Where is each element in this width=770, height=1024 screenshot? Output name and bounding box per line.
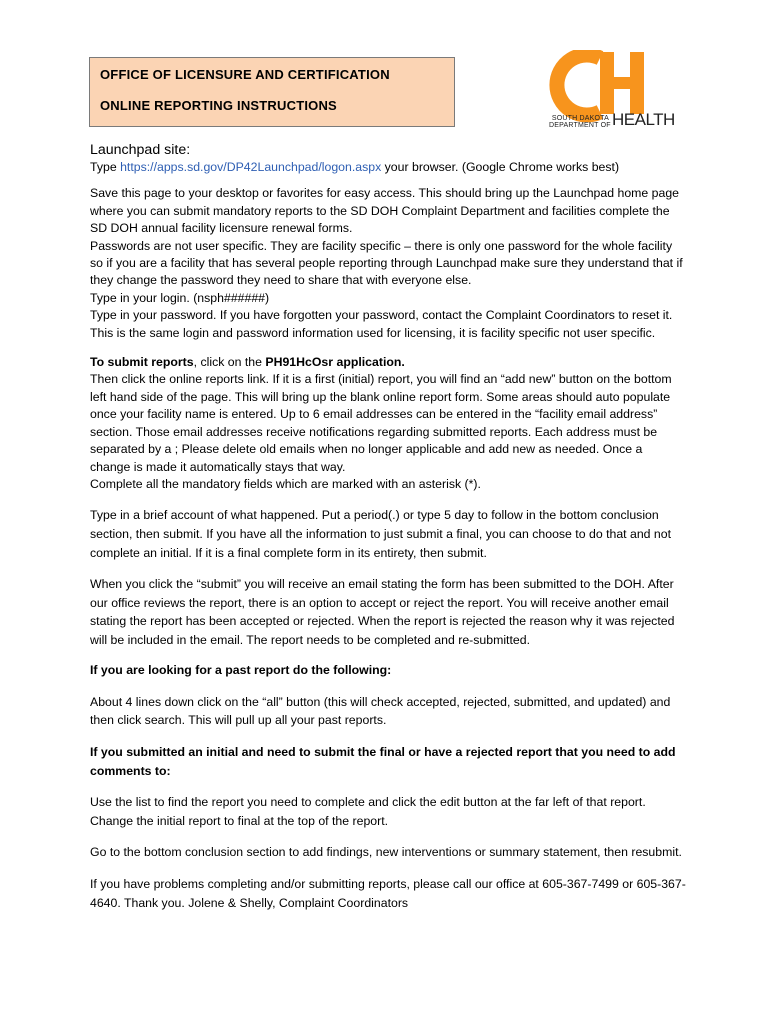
brief-account-paragraph: Type in a brief account of what happened. Put a period(.) or type 5 day to follow in the bottom conclusion section, then submit. If you have all the information to just submit a final, you can choose to do that and not complete an initial. If it is a final complete form in its entirety, then submit. (90, 508, 672, 560)
type-prefix: Type (90, 160, 121, 174)
login-paragraph: Type in your login. (nsph######) (90, 290, 270, 305)
launchpad-url-line (90, 159, 686, 176)
past-report-heading-text: If you are looking for a past report do the following: (90, 663, 392, 678)
password-paragraph: Passwords are not user specific. They are facility specific – there is only one password for the whole facility so if you are a facility that has several people reporting through Launchpad make sure they understand that if they change the password they need to share that with everyone else. (90, 238, 683, 288)
conclusion-paragraph: Go to the bottom conclusion section to add findings, new interventions or summary statement, then resubmit. (90, 845, 682, 860)
submit-email-paragraph: When you click the “submit” you will receive an email stating the form has been submitted to the DOH. After our office reviews the report, there is an option to accept or reject the report. You will receive another email stating the report has been accepted or rejected. When the report is rejected the reason why it was rejected will be included in the email. The report needs to be completed and re-submitted. (90, 577, 675, 647)
header-box (89, 57, 455, 127)
mandatory-fields-paragraph: Complete all the mandatory fields which are marked with an asterisk (*). (90, 476, 481, 491)
header-office-title: OFFICE OF LICENSURE AND CERTIFICATION (100, 67, 390, 82)
submit-reports-lead (90, 354, 686, 371)
initial-final-heading (90, 743, 686, 780)
header-instructions-title: ONLINE REPORTING INSTRUCTIONS (100, 98, 337, 113)
launchpad-url-link[interactable]: https://apps.sd.gov/DP42Launchpad/logon.aspx (120, 160, 382, 174)
launchpad-site-title: Launchpad site: (90, 142, 191, 158)
edit-report-paragraph: Use the list to find the report you need to complete and click the edit button at the far left of that report. Change the initial report to final at the top of the report. (90, 795, 646, 828)
submit-reports-bold: To submit reports (90, 355, 194, 370)
contact-paragraph: If you have problems completing and/or submitting reports, please call our office at 605-367-7499 or 605-367-4640. Thank you. Jolene & Shelly, Complaint Coordinators (90, 877, 686, 910)
logo-dept-line2: DEPARTMENT OF (549, 122, 611, 129)
logo-health-text: HEALTH (612, 110, 675, 129)
initial-final-heading-text: If you submitted an initial and need to submit the final or have a rejected report that you need to add comments to: (90, 745, 676, 778)
past-report-paragraph: About 4 lines down click on the “all” button (this will check accepted, rejected, submitted, and updated) and then click search. This will pull up all your past reports. (90, 694, 671, 728)
submit-reports-mid: , click on the (193, 355, 266, 370)
instructions-body (90, 141, 686, 912)
past-report-heading (90, 662, 686, 679)
forgot-password-paragraph: Type in your password. If you have forgotten your password, contact the Complaint Coordinators to reset it. This is the same login and password information used for licensing, it is facility specific not user specific. (90, 308, 673, 340)
logo-dept-text (549, 115, 609, 129)
application-name: PH91HcOsr application. (265, 355, 405, 370)
type-suffix: your browser. (Google Chrome works best) (381, 160, 620, 174)
online-reports-paragraph: Then click the online reports link. If it is a first (initial) report, you will find an “add new” button on the bottom left hand side of the page. This will bring up the blank online report form. Some areas should auto populate once your facility name is entered. Up to 6 email addresses can be entered in the “facility email address” section. Those email addresses receive notifications regarding submitted reports. Each address must be separated by a ; Please delete old emails when no longer applicable and add new as needed. Once a change is made it automatically stays that way. (90, 372, 672, 474)
save-page-paragraph: Save this page to your desktop or favorites for easy access. This should bring up the Launchpad home page where you can submit mandatory reports to the SD DOH Complaint Department and facilities complete the SD DOH annual facility licensure renewal forms. (90, 186, 680, 236)
logo-dept-line1: SOUTH DAKOTA (551, 115, 609, 122)
